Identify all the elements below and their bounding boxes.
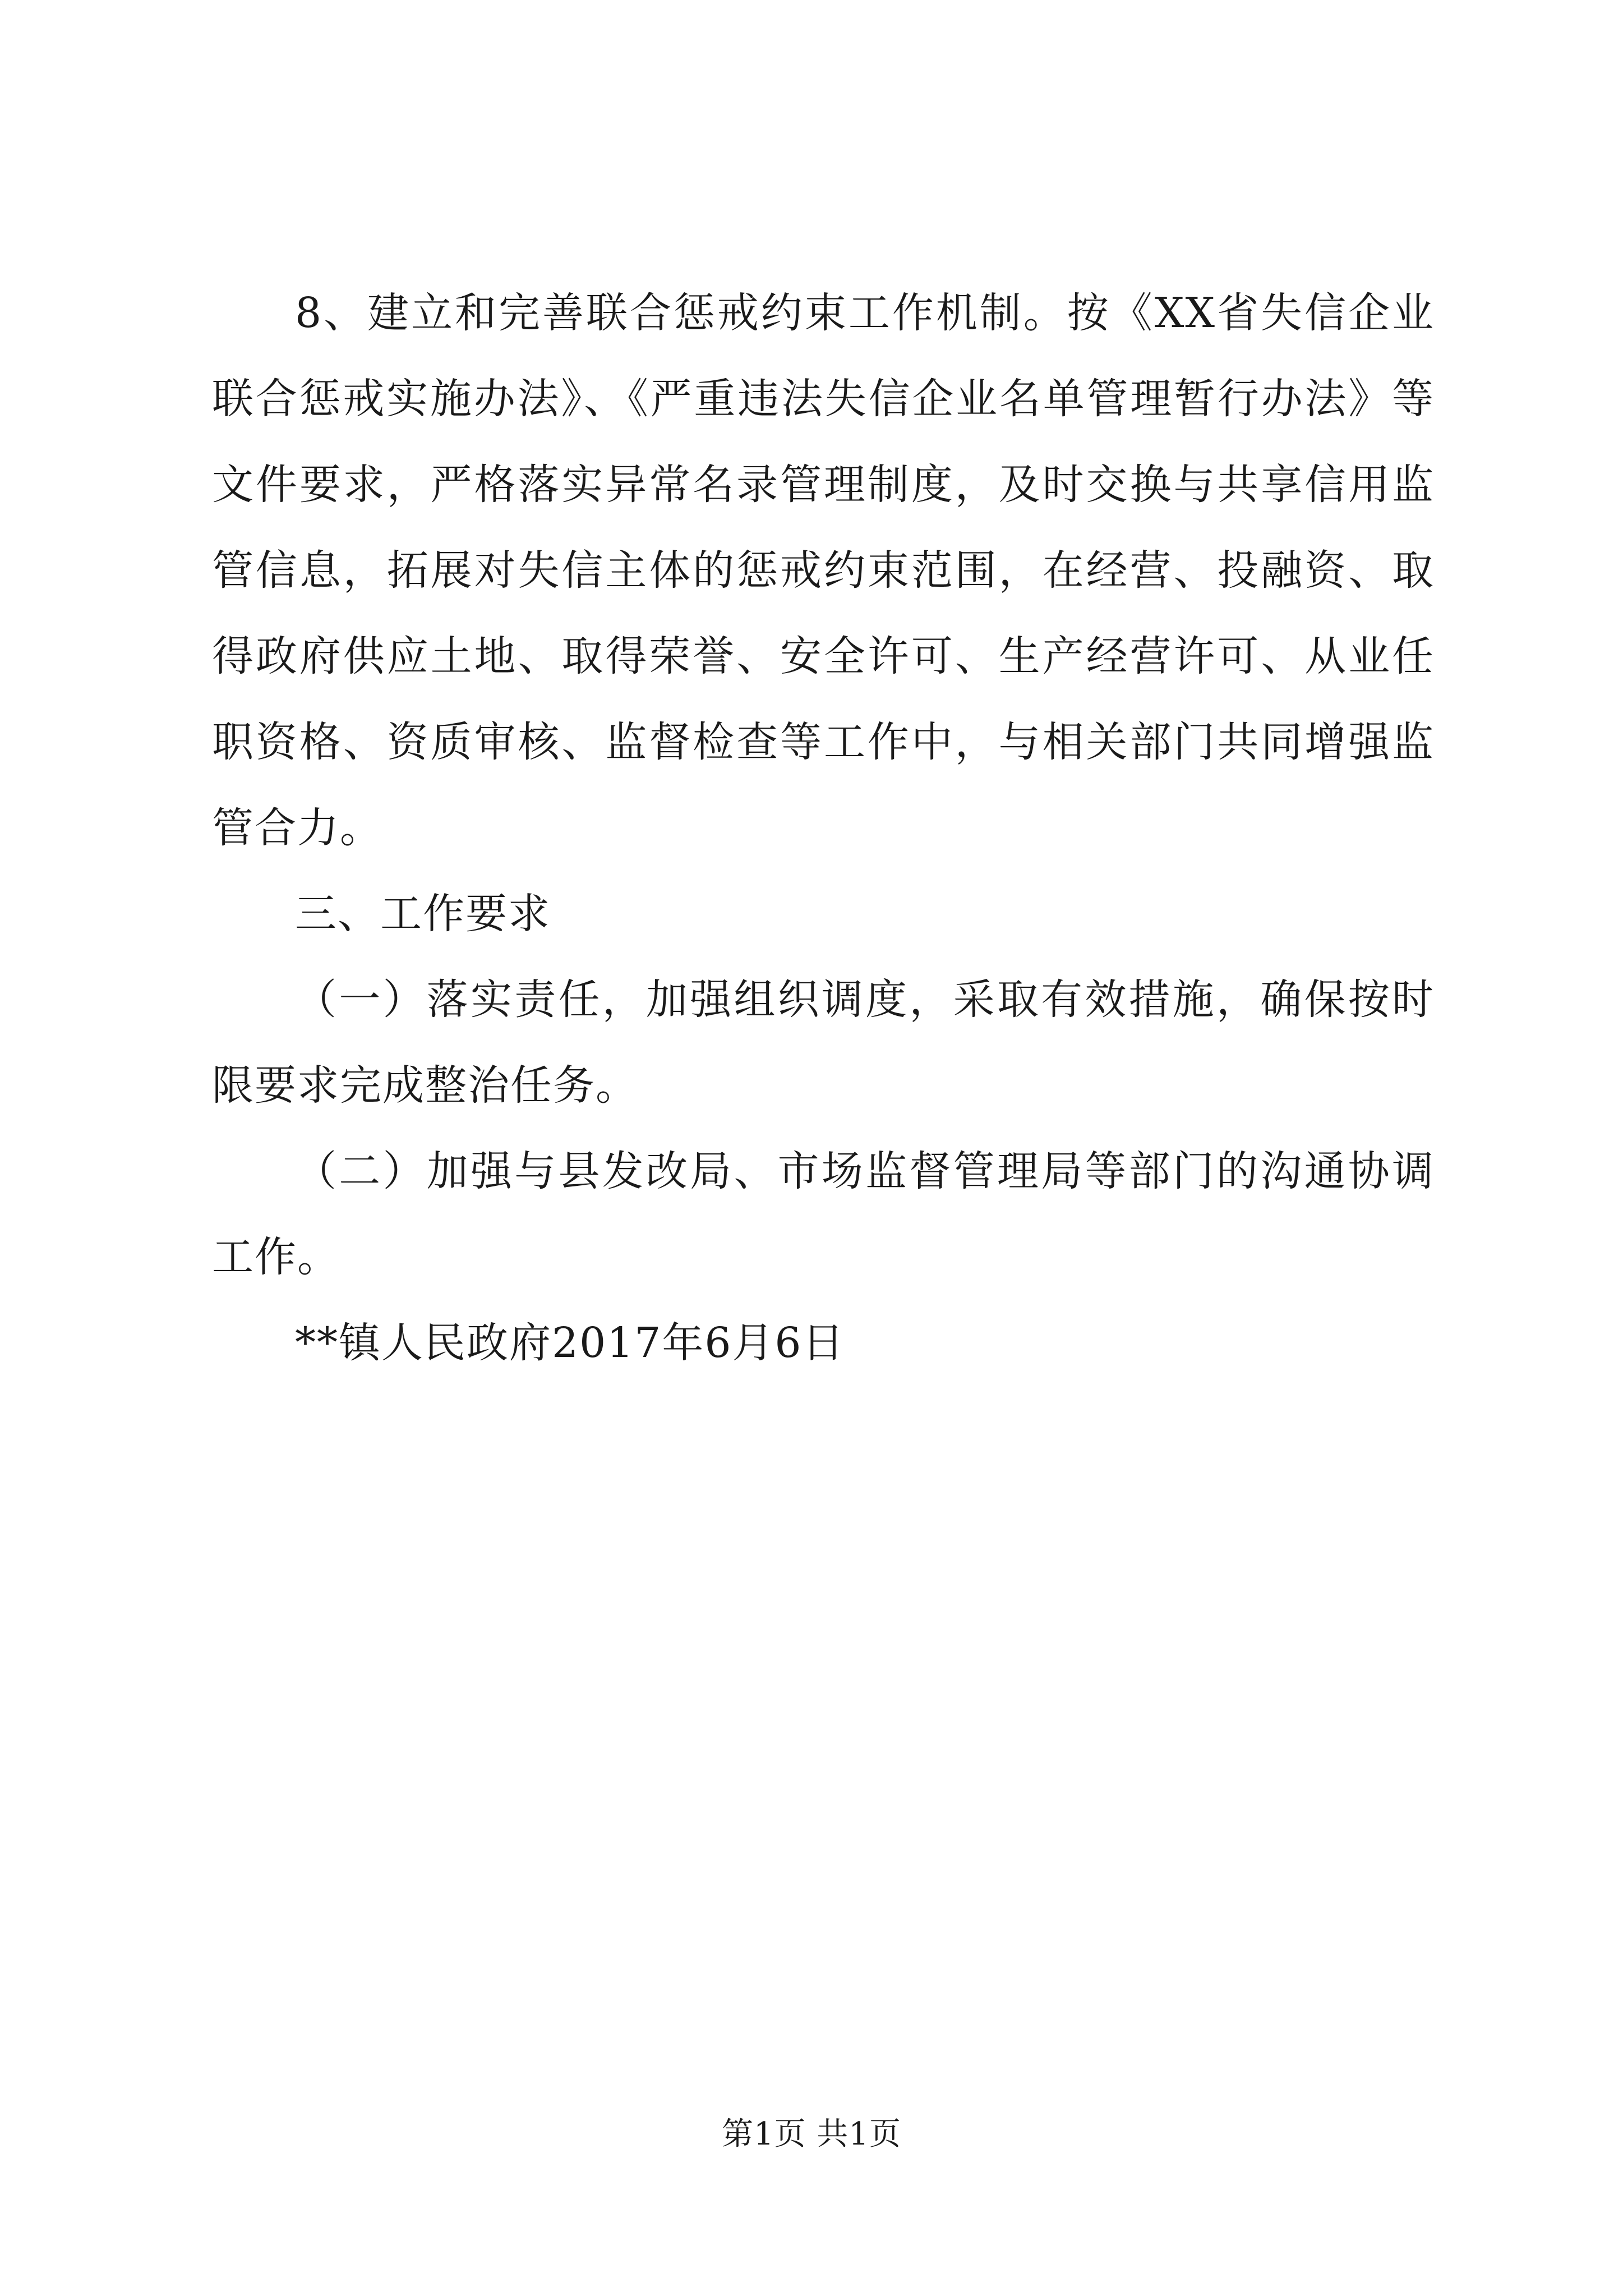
- signature-line: **镇人民政府2017年6月6日: [295, 1319, 845, 1367]
- section-3-heading: 三、工作要求: [295, 890, 551, 938]
- requirement-2: （二）加强与县发改局、市场监督管理局等部门的沟通协调工作。: [212, 1147, 1435, 1281]
- requirement-1: （一）落实责任，加强组织调度，采取有效措施，确保按时限要求完成整治任务。: [212, 976, 1435, 1110]
- paragraph-8: 8、建立和完善联合惩戒约束工作机制。按《XX省失信企业联合惩戒实施办法》、《严重违法失信企业名单管理暂行办法》等文件要求，严格落实异常名录管理制度，及时交换与共享信用监管信息，拓展对失信主体的惩戒约束范围，在经营、投融资、取得政府供应土地、取得荣誉、安全许可、生产经营许可、从业任职资格、资质审核、监督检查等工作中，与相关部门共同增强监管合力。: [212, 289, 1435, 852]
- page-number: 第1页 共1页: [721, 2116, 902, 2152]
- document-body: [212, 270, 1435, 1386]
- page-footer: [0, 2109, 1623, 2154]
